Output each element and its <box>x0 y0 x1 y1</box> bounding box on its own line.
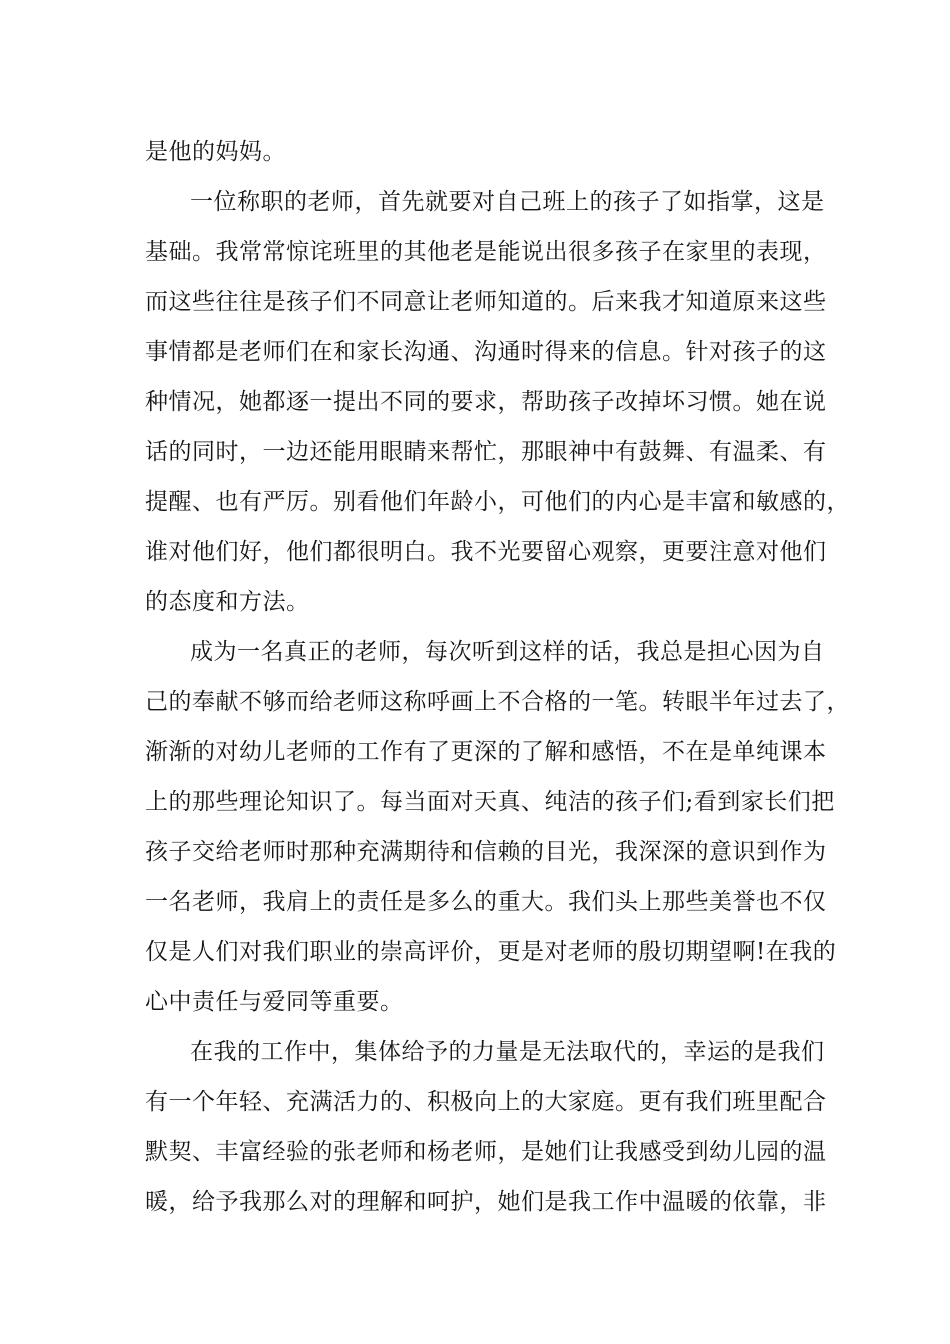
text-line: 事情都是老师们在和家长沟通、沟通时得来的信息。针对孩子的这 <box>145 339 827 365</box>
text-line: 话的同时，一边还能用眼睛来帮忙，那眼神中有鼓舞、有温柔、有 <box>145 439 827 465</box>
text-line: 默契、丰富经验的张老师和杨老师，是她们让我感受到幼儿园的温 <box>145 1139 827 1165</box>
text-line: 谁对他们好，他们都很明白。我不光要留心观察，更要注意对他们 <box>145 539 827 565</box>
text-line: 种情况，她都逐一提出不同的要求，帮助孩子改掉坏习惯。她在说 <box>145 389 827 415</box>
text-line: 提醒、也有严厉。别看他们年龄小，可他们的内心是丰富和敏感的， <box>145 489 850 515</box>
paragraph-first-line: 在我的工作中，集体给予的力量是无法取代的，幸运的是我们 <box>190 1039 825 1065</box>
text-line: 仅是人们对我们职业的崇高评价，更是对老师的殷切期望啊!在我的 <box>145 939 837 965</box>
text-line: 渐渐的对幼儿老师的工作有了更深的了解和感悟，不在是单纯课本 <box>145 739 827 765</box>
text-line: 是他的妈妈。 <box>145 139 286 165</box>
text-line: 孩子交给老师时那种充满期待和信赖的目光，我深深的意识到作为 <box>145 839 827 865</box>
text-line: 的态度和方法。 <box>145 589 310 615</box>
text-line: 一名老师，我肩上的责任是多么的重大。我们头上那些美誉也不仅 <box>145 889 827 915</box>
text-line: 暖，给予我那么对的理解和呵护，她们是我工作中温暖的依靠，非 <box>145 1189 827 1215</box>
text-line: 而这些往往是孩子们不同意让老师知道的。后来我才知道原来这些 <box>145 289 827 315</box>
text-line: 基础。我常常惊诧班里的其他老是能说出很多孩子在家里的表现， <box>145 239 827 265</box>
text-line: 己的奉献不够而给老师这称呼画上不合格的一笔。转眼半年过去了， <box>145 689 850 715</box>
text-line: 上的那些理论知识了。每当面对天真、纯洁的孩子们;看到家长们把 <box>145 789 835 815</box>
paragraph-first-line: 成为一名真正的老师，每次听到这样的话，我总是担心因为自 <box>190 639 825 665</box>
paragraph-first-line: 一位称职的老师，首先就要对自己班上的孩子了如指掌，这是 <box>190 189 825 215</box>
text-line: 有一个年轻、充满活力的、积极向上的大家庭。更有我们班里配合 <box>145 1089 827 1115</box>
text-line: 心中责任与爱同等重要。 <box>145 989 404 1015</box>
